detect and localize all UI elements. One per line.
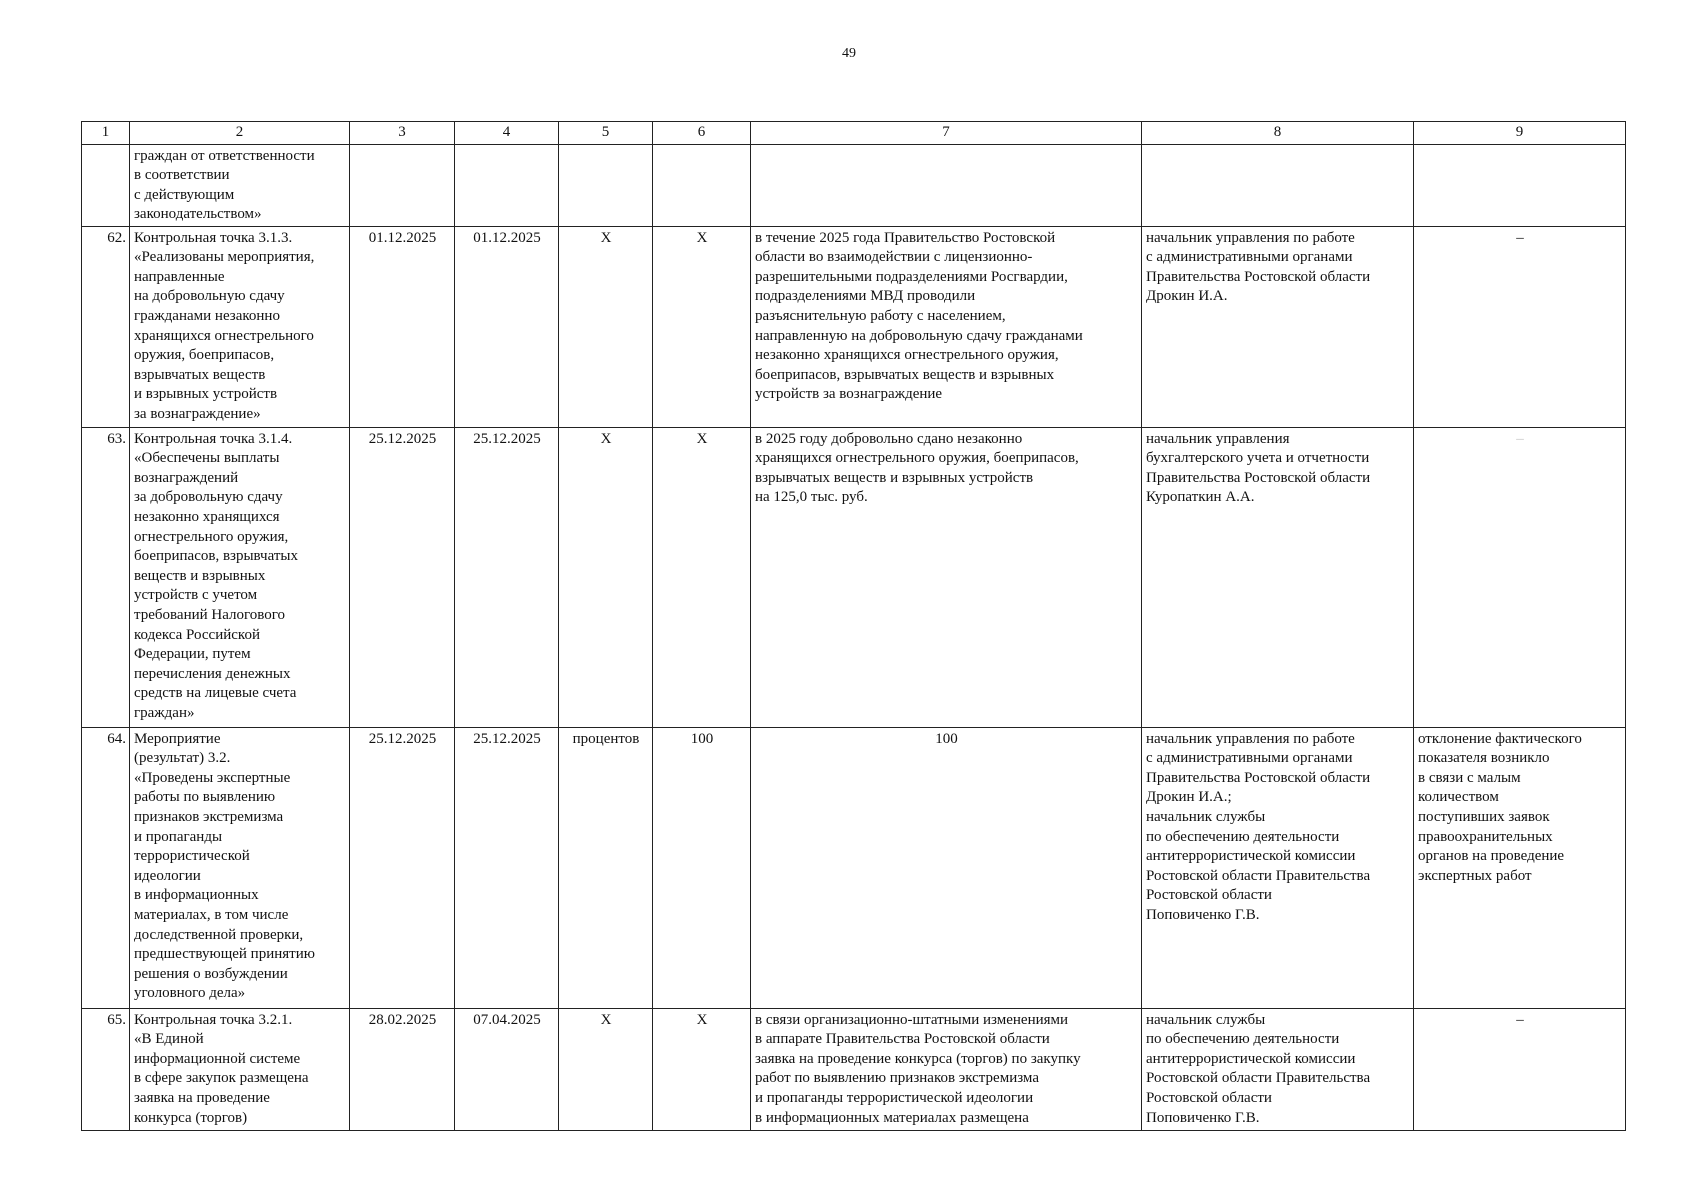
fact-date-cell: 01.12.2025 — [455, 226, 559, 427]
table-row-continuation — [82, 144, 1626, 226]
responsible-cell — [1142, 144, 1414, 226]
table-row-65 — [82, 1008, 1626, 1130]
plan-date-cell: 25.12.2025 — [350, 727, 455, 1008]
responsible-cell: начальник управления по работе с административными органами Правительства Ростовской области Дрокин И.А.; начальник службы по обеспечению деятельности антитеррористической комиссии Ростовской области Правительства Ростовской области Поповиченко Г.В. — [1142, 727, 1414, 1008]
plan-value-cell: Х — [653, 427, 751, 727]
event-name-cell: граждан от ответственности в соответствии с действующим законодательством» — [130, 144, 350, 226]
result-cell: 100 — [751, 727, 1142, 1008]
column-number: 7 — [751, 122, 1142, 145]
plan-date-cell — [350, 144, 455, 226]
row-number-cell — [82, 144, 130, 226]
report-table — [81, 121, 1626, 1131]
event-name-cell: Мероприятие (результат) 3.2. «Проведены экспертные работы по выявлению признаков экстремизма и пропаганды террористической идеологии в информационных материалах, в том числе доследственной проверки, предшествующей принятию решения о возбуждении уголовного дела» — [130, 727, 350, 1008]
event-name-cell: Контрольная точка 3.1.4. «Обеспечены выплаты вознаграждений за добровольную сдачу незаконно хранящихся огнестрельного оружия, боеприпасов, взрывчатых веществ и взрывных устройств с учетом требований Налогового кодекса Российской Федерации, путем перечисления денежных средств на лицевые счета граждан» — [130, 427, 350, 727]
result-cell: в течение 2025 года Правительство Ростовской области во взаимодействии с лицензионно- разрешительными подразделениями Росгвардии, подразделениями МВД проводили разъяснительную работу с населением, направленную на добровольную сдачу гражданами незаконно хранящихся огнестрельного оружия, боеприпасов, взрывчатых веществ и взрывных устройств за вознаграждение — [751, 226, 1142, 427]
plan-value-cell: 100 — [653, 727, 751, 1008]
row-number-cell: 62. — [82, 226, 130, 427]
fact-date-cell — [455, 144, 559, 226]
result-cell — [751, 144, 1142, 226]
event-name-cell: Контрольная точка 3.1.3. «Реализованы мероприятия, направленные на добровольную сдачу гражданами незаконно хранящихся огнестрельного оружия, боеприпасов, взрывчатых веществ и взрывных устройств за вознаграждение» — [130, 226, 350, 427]
fact-date-cell: 25.12.2025 — [455, 727, 559, 1008]
column-number: 6 — [653, 122, 751, 145]
page-number: 49 — [842, 46, 856, 61]
column-number: 8 — [1142, 122, 1414, 145]
unit-cell: Х — [559, 226, 653, 427]
column-number-row — [82, 122, 1626, 145]
unit-cell — [559, 144, 653, 226]
table-row-62 — [82, 226, 1626, 427]
note-cell: отклонение фактического показателя возникло в связи с малым количеством поступивших заявок правоохранительных органов на проведение экспертных работ — [1414, 727, 1626, 1008]
column-number: 5 — [559, 122, 653, 145]
plan-date-cell: 25.12.2025 — [350, 427, 455, 727]
note-cell: – — [1414, 1008, 1626, 1130]
column-number: 9 — [1414, 122, 1626, 145]
responsible-cell: начальник управления по работе с административными органами Правительства Ростовской области Дрокин И.А. — [1142, 226, 1414, 427]
fact-date-cell: 25.12.2025 — [455, 427, 559, 727]
row-number-cell: 63. — [82, 427, 130, 727]
plan-date-cell: 01.12.2025 — [350, 226, 455, 427]
unit-cell: процентов — [559, 727, 653, 1008]
event-name-cell: Контрольная точка 3.2.1. «В Единой информационной системе в сфере закупок размещена заявка на проведение конкурса (торгов) — [130, 1008, 350, 1130]
column-number: 1 — [82, 122, 130, 145]
fact-date-cell: 07.04.2025 — [455, 1008, 559, 1130]
result-cell: в связи организационно-штатными изменениями в аппарате Правительства Ростовской области заявка на проведение конкурса (торгов) по закупку работ по выявлению признаков экстремизма и пропаганды террористической идеологии в информационных материалах размещена — [751, 1008, 1142, 1130]
note-cell: – — [1414, 427, 1626, 727]
column-number: 2 — [130, 122, 350, 145]
column-number: 3 — [350, 122, 455, 145]
row-number-cell: 64. — [82, 727, 130, 1008]
plan-value-cell — [653, 144, 751, 226]
responsible-cell: начальник управления бухгалтерского учета и отчетности Правительства Ростовской области Куропаткин А.А. — [1142, 427, 1414, 727]
plan-value-cell: Х — [653, 1008, 751, 1130]
note-cell — [1414, 144, 1626, 226]
responsible-cell: начальник службы по обеспечению деятельности антитеррористической комиссии Ростовской области Правительства Ростовской области Поповиченко Г.В. — [1142, 1008, 1414, 1130]
result-cell: в 2025 году добровольно сдано незаконно хранящихся огнестрельного оружия, боеприпасов, взрывчатых веществ и взрывных устройств на 125,0 тыс. руб. — [751, 427, 1142, 727]
unit-cell: Х — [559, 1008, 653, 1130]
table-row-63 — [82, 427, 1626, 727]
row-number-cell: 65. — [82, 1008, 130, 1130]
table-row-64 — [82, 727, 1626, 1008]
unit-cell: Х — [559, 427, 653, 727]
note-cell: – — [1414, 226, 1626, 427]
column-number: 4 — [455, 122, 559, 145]
plan-value-cell: Х — [653, 226, 751, 427]
plan-date-cell: 28.02.2025 — [350, 1008, 455, 1130]
